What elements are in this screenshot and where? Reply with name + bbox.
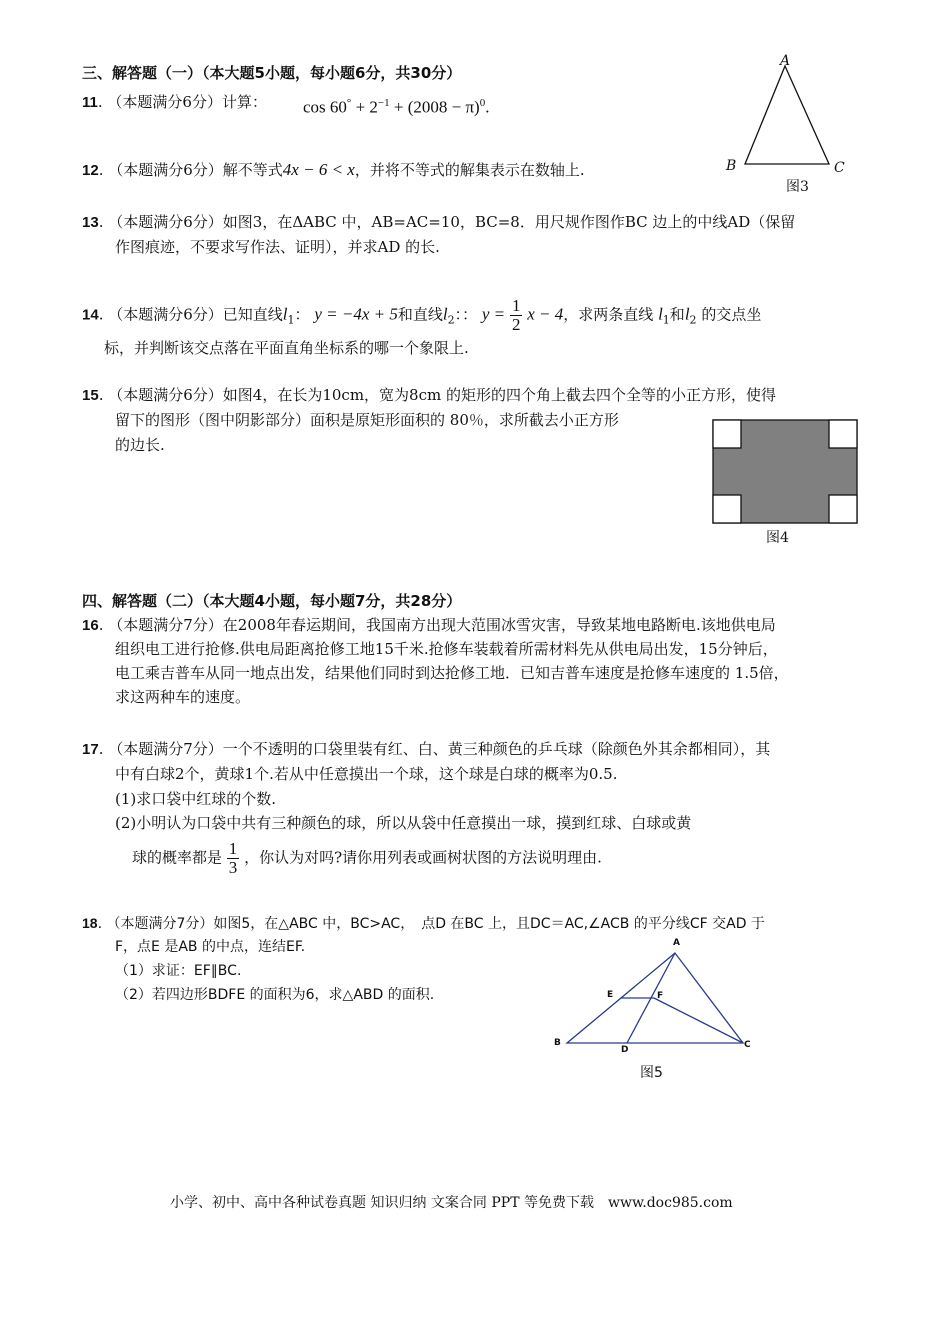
vertex-c-label: C: [744, 1040, 751, 1050]
fraction-one-third: [227, 840, 240, 877]
colon: ：：: [454, 305, 478, 324]
question-17: [82, 737, 770, 762]
question-15-line-2: 留下的图形（图中阴影部分）面积是原矩形面积的 80％，求所截去小正方形: [115, 411, 619, 429]
question-text: （本题满分6分）计算：: [107, 93, 267, 111]
question-number: 17: [82, 741, 99, 758]
question-dot: .: [97, 93, 103, 111]
question-number: 12: [82, 162, 99, 179]
figure-5-triangle: [545, 935, 765, 1060]
vertex-b-label: B: [554, 1038, 561, 1048]
corner-square: [829, 420, 857, 448]
question-line-1: （本题满分6分）如图3，在ΔABC 中，AB=AC=10，BC=8．用尺规作图作BC 边上的中线AD（保留: [108, 213, 796, 231]
question-11: [82, 90, 267, 115]
numerator: 1: [511, 296, 521, 315]
point-d-label: D: [621, 1045, 629, 1055]
question-13-line-2: 作图痕迹，不要求写作法、证明），并求AD 的长.: [115, 238, 440, 256]
figure-5-caption: 图5: [640, 1065, 663, 1081]
question-number: 16: [82, 617, 99, 634]
question-15-line-3: 的边长.: [115, 436, 165, 454]
question-18-line-2: F，点E 是AB 的中点，连结EF.: [115, 939, 306, 955]
question-text: （本题满分6分）解不等式: [108, 161, 283, 179]
vertex-a-label: A: [673, 938, 680, 948]
question-dot: .: [98, 616, 104, 634]
question-14: [82, 297, 761, 334]
question-text: （本题满分6分）已知直线: [108, 305, 283, 324]
colon: ：: [294, 305, 310, 324]
subscript: 1: [287, 313, 295, 327]
inequality: 4x − 6 < x: [282, 160, 355, 179]
question-dot: .: [98, 161, 104, 179]
point-f-label: F: [657, 991, 664, 1001]
vertex-c-label: C: [834, 160, 845, 176]
exponent: −1: [377, 97, 390, 109]
denominator: 2: [511, 315, 521, 334]
corner-square: [829, 495, 857, 523]
question-17-line-3: (1)求口袋中红球的个数.: [115, 790, 277, 808]
q11-expression: [303, 97, 489, 118]
numerator: 1: [228, 839, 238, 858]
question-text: 的交点坐: [701, 305, 762, 324]
period: .: [485, 97, 490, 117]
question-17-line-4: (2)小明认为口袋中共有三种颜色的球，所以从袋中任意摸出一球，摸到红球、白球或黄: [115, 814, 692, 832]
conjunction: 和: [669, 305, 685, 324]
vertex-a-label: A: [780, 53, 791, 69]
equation-1: y = −4x + 5: [314, 304, 398, 324]
question-17-line-5: [132, 840, 602, 877]
exponent-zero: 0: [479, 97, 486, 109]
question-dot: .: [97, 916, 103, 932]
question-18-line-3: （1）求证：EF∥BC.: [115, 963, 242, 979]
corner-square: [713, 420, 741, 448]
question-15: [82, 383, 776, 408]
question-16-line-4: 求这两种车的速度。: [115, 688, 251, 706]
question-line-1: （本题满分6分）如图4，在长为10cm，宽为8cm 的矩形的四个角上截去四个全等的小正方形，使得: [108, 386, 776, 404]
line-symbol: l: [684, 304, 690, 324]
question-18-line-4: （2）若四边形BDFE 的面积为6，求△ABD 的面积.: [115, 987, 435, 1003]
triangle-abc: [745, 66, 829, 164]
question-number: 18: [82, 915, 98, 931]
section-4-title: 四、解答题（二）（本大题4小题，每小题7分，共28分）: [82, 592, 462, 610]
line-symbol: l: [442, 304, 448, 324]
question-line-1: （本题满分7分）在2008年春运期间，我国南方出现大范围冰雪灾害，导致某地电路断电.该地供电局: [108, 616, 776, 634]
paren-term: + (2008 − π): [393, 97, 480, 117]
line-symbol: l: [282, 304, 288, 324]
question-number: 11: [82, 94, 98, 111]
question-14-line-2: 标，并判断该交点落在平面直角坐标系的哪一个象限上.: [104, 339, 469, 357]
corner-square: [713, 495, 741, 523]
equation-2-right: x − 4: [527, 304, 564, 324]
figure-4-rectangle: [710, 418, 860, 526]
question-dot: .: [98, 305, 104, 324]
degree-sign: °: [346, 97, 352, 109]
fraction-one-half: [510, 297, 523, 334]
question-line-1: （本题满分7分）如图5，在△ABC 中，BC>AC， 点D 在BC 上，且DC＝AC,∠ACB 的平分线CF 交AD 于: [106, 916, 765, 932]
question-line-1: （本题满分7分）一个不透明的口袋里装有红、白、黄三种颜色的乒乓球（除颜色外其余都相同），其: [108, 740, 771, 758]
line-symbol: l: [658, 304, 663, 324]
question-17-line-2: 中有白球2个，黄球1个.若从中任意摸出一个球，这个球是白球的概率为0.5.: [115, 765, 618, 783]
equation-2-left: y =: [481, 304, 506, 324]
question-number: 14: [82, 306, 99, 324]
question-12: [82, 158, 585, 183]
power-base: + 2: [355, 97, 378, 117]
question-18: [82, 911, 765, 936]
question-text-rest: ，并将不等式的解集表示在数轴上.: [354, 161, 585, 179]
question-text: ，求两条直线: [563, 305, 654, 324]
question-number: 13: [82, 214, 99, 231]
subscript: 2: [447, 313, 455, 327]
question-dot: .: [98, 213, 104, 231]
denominator: 3: [228, 858, 238, 877]
question-16-line-2: 组织电工进行抢修.供电局距离抢修工地15千米.抢修车装载着所需材料先从供电局出发，15分钟后，: [115, 640, 778, 658]
cos-term: cos 60: [303, 97, 347, 117]
segment-cf: [654, 998, 743, 1043]
question-13: [82, 210, 795, 235]
question-text: 球的概率都是: [132, 848, 223, 867]
question-16-line-3: 电工乘吉普车从同一地点出发，结果他们同时到达抢修工地．已知吉普车速度是抢修车速度的 1.5倍，: [115, 664, 789, 682]
question-number: 15: [82, 387, 99, 404]
vertex-b-label: B: [726, 158, 737, 174]
subscript: 1: [662, 313, 670, 327]
subscript: 2: [689, 313, 697, 327]
question-dot: .: [98, 386, 104, 404]
figure-3-caption: 图3: [786, 179, 809, 195]
point-e-label: E: [607, 990, 614, 1000]
page-footer: 小学、初中、高中各种试卷真题 知识归纳 文案合同 PPT 等免费下载 www.doc985.com: [170, 1195, 733, 1211]
question-text: ，你认为对吗?请你用列表或画树状图的方法说明理由.: [244, 848, 602, 867]
question-text: 和直线: [397, 305, 443, 324]
question-dot: .: [98, 740, 104, 758]
figure-4-caption: 图4: [766, 530, 789, 546]
question-16: [82, 613, 776, 638]
section-3-title: 三、解答题（一）（本大题5小题，每小题6分，共30分）: [82, 64, 462, 82]
